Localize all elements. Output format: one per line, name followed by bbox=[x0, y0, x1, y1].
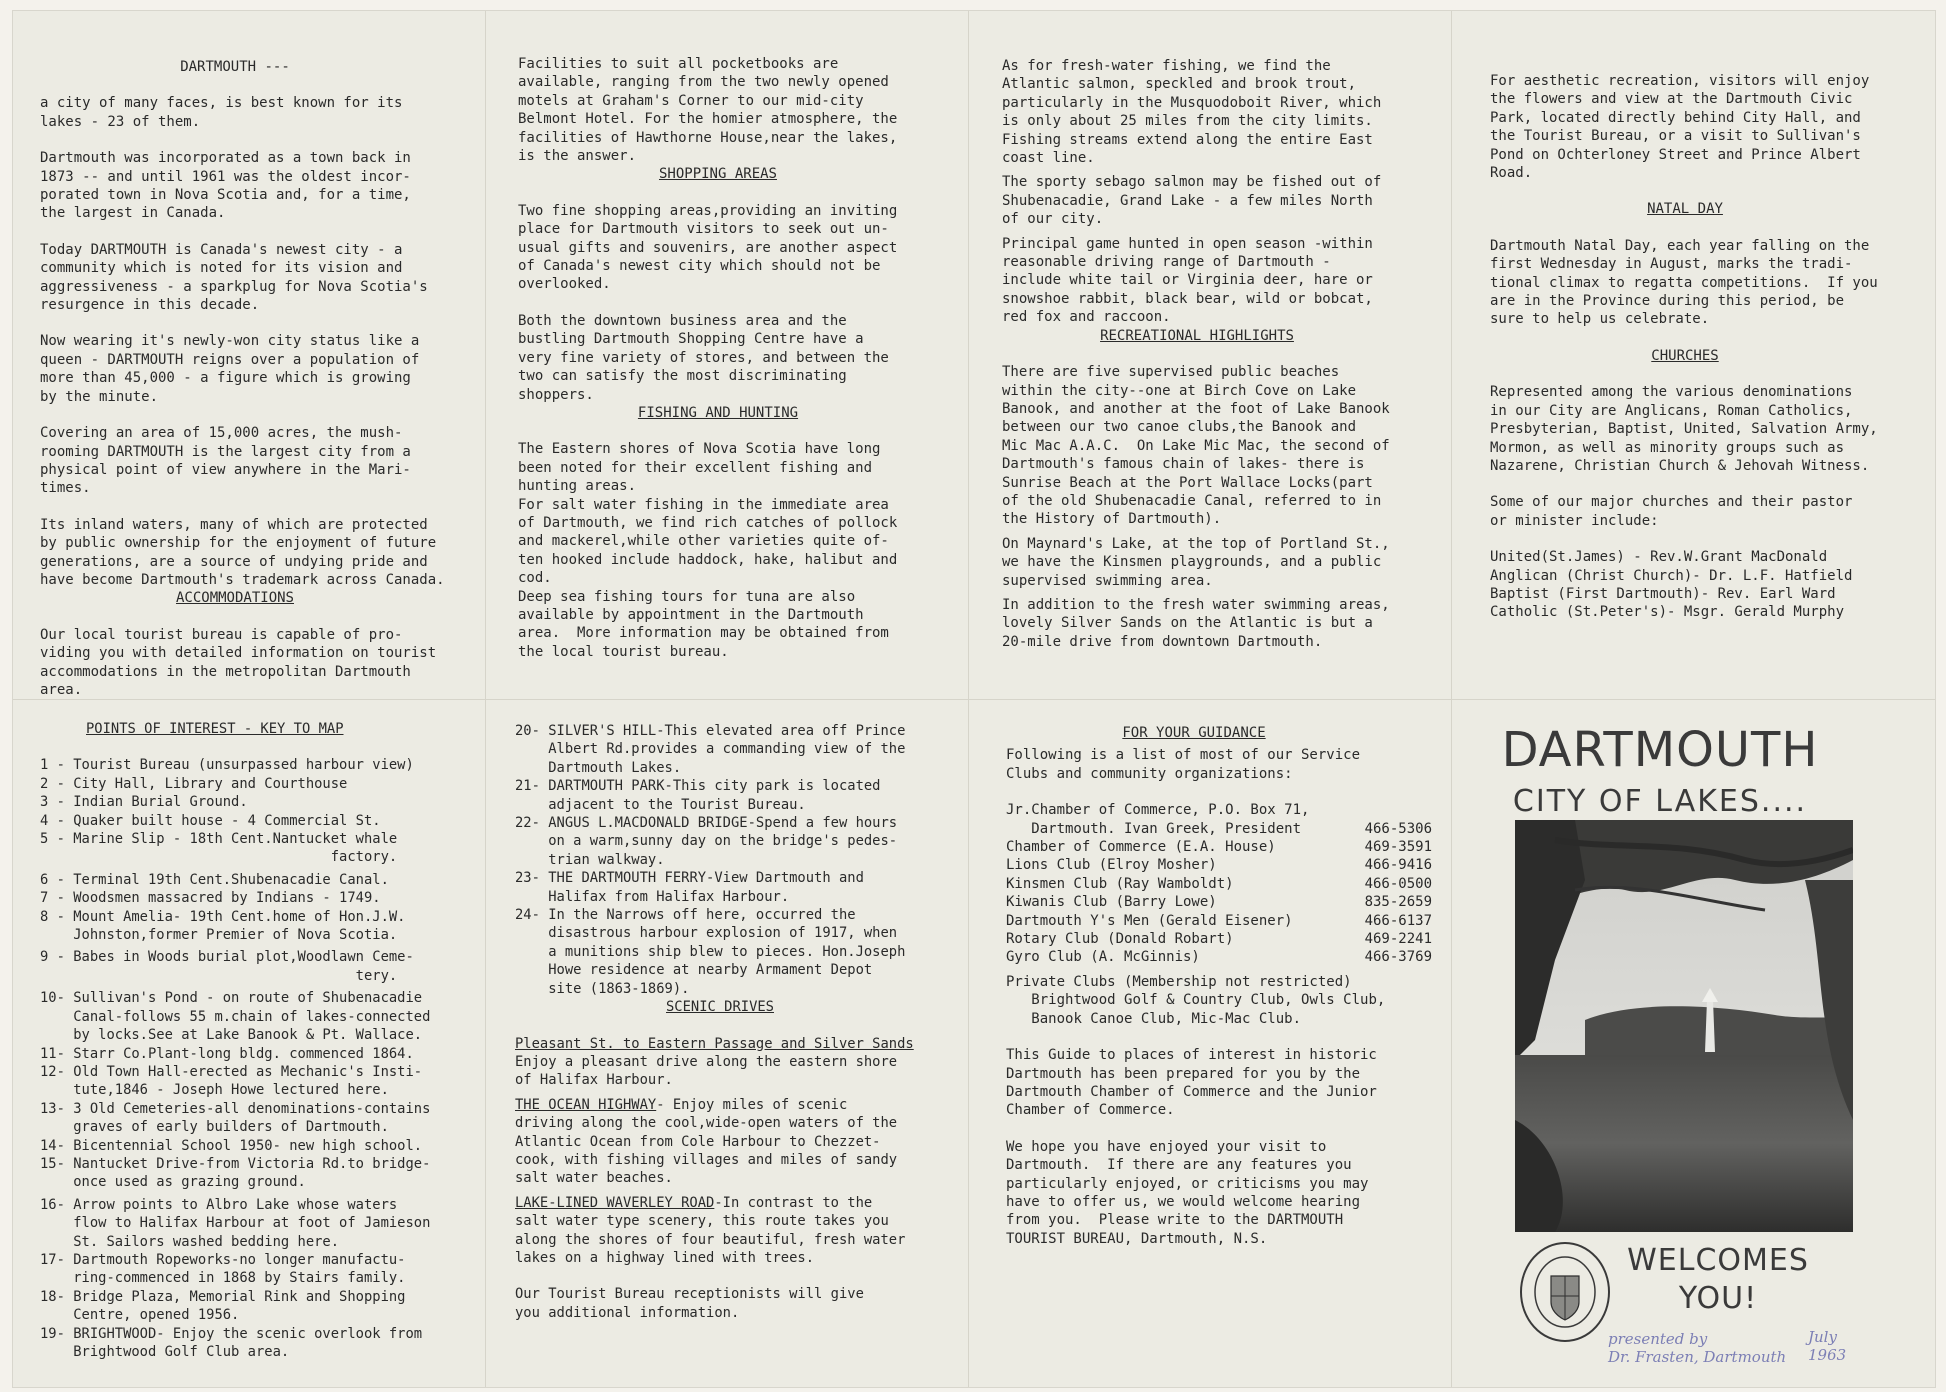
item-number: 2 - bbox=[40, 775, 74, 792]
welcome-message bbox=[1608, 1242, 1828, 1318]
welcome-line: YOU! bbox=[1678, 1281, 1758, 1316]
item-number: 17- bbox=[40, 1251, 74, 1268]
list-item bbox=[40, 1100, 470, 1137]
item-number: 22- bbox=[515, 815, 549, 832]
club-name: Kiwanis Club (Barry Lowe) bbox=[1006, 894, 1217, 911]
item-text: Tourist Bureau (unsurpassed harbour view) bbox=[73, 757, 414, 774]
list-item bbox=[40, 1251, 470, 1288]
panel-scenic-drives bbox=[515, 722, 955, 1322]
list-item bbox=[40, 1063, 470, 1100]
paragraph: Dartmouth was incorporated as a town back in 1873 -- and until 1961 was the oldest incor- porated town in Nova Scotia and, for a time, the largest in Canada. bbox=[40, 150, 411, 222]
list-item bbox=[515, 814, 955, 869]
item-number: 18- bbox=[40, 1288, 74, 1305]
item-text: Bridge Plaza, Memorial Rink and Shopping Centre, opened 1956. bbox=[73, 1288, 406, 1324]
item-text: BRIGHTWOOD- Enjoy the scenic overlook from Brightwood Golf Club area. bbox=[73, 1325, 423, 1360]
item-text: Nantucket Drive-from Victoria Rd.to bridge- once used as grazing ground. bbox=[73, 1155, 431, 1191]
item-text: Mount Amelia- 19th Cent.home of Hon.J.W. Johnston,former Premier of Nova Scotia. bbox=[73, 908, 406, 944]
club-phone: 466-0500 bbox=[1364, 875, 1432, 892]
panel-recreation bbox=[1002, 57, 1432, 651]
list-item bbox=[515, 869, 955, 906]
item-number: 19- bbox=[40, 1325, 74, 1342]
item-number: 8 - bbox=[40, 908, 74, 925]
section-heading: RECREATIONAL HIGHLIGHTS bbox=[1100, 327, 1294, 344]
list-item bbox=[40, 793, 470, 811]
paragraph: We hope you have enjoyed your visit to Dartmouth. If there are any features you particularly enjoyed, or criticisms you may have to offer us, we would welcome hearing from you. Please write to the DARTMOUTH TOURIST BUREAU, Dartmouth, N.S. bbox=[1006, 1138, 1369, 1247]
paragraph: The Eastern shores of Nova Scotia have long been noted for their excellent fishing and hunting areas. bbox=[518, 441, 881, 495]
item-text: DARTMOUTH PARK-This city park is located adjacent to the Tourist Bureau. bbox=[548, 778, 881, 813]
item-text: Sullivan's Pond - on route of Shubenacadie Canal-follows 55 m.chain of lakes-connected by locks.See at Lake Banook & Pt. Wallace. bbox=[73, 990, 431, 1044]
club-name: Gyro Club (A. McGinnis) bbox=[1006, 949, 1200, 966]
paragraph: Its inland waters, many of which are protected by public ownership for the enjoyment of future generations, are a source of undying pride and have become Dartmouth's trademark across Canada. bbox=[40, 516, 445, 588]
handwriting: July 1963 bbox=[1808, 1328, 1847, 1364]
paragraph: Represented among the various denominations in our City are Anglicans, Roman Catholics, Presbyterian, Baptist, United, Salvation Army, Mormon, as well as minority groups such as Nazarene, Christian Church & Jehovah Witness. bbox=[1490, 384, 1878, 474]
points-list bbox=[515, 722, 955, 998]
item-text: Babes in Woods burial plot,Woodlawn Ceme- tery. bbox=[73, 949, 414, 984]
paragraph: On Maynard's Lake, at the top of Portland St., we have the Kinsmen playgrounds, and a public supervised swimming area. bbox=[1002, 535, 1390, 589]
paragraph: Facilities to suit all pocketbooks are available, ranging from the two newly opened motels at Graham's Corner to our mid-city Belmont Hotel. For the homier atmosphere, the facilities of Hawthorne House,near the lakes, is the answer. bbox=[518, 56, 898, 165]
section-heading: FOR YOUR GUIDANCE bbox=[1122, 725, 1266, 741]
item-text: Dartmouth Ropeworks-no longer manufactu- ring-commenced in 1868 by Stairs family. bbox=[73, 1251, 406, 1287]
cover-subtitle: CITY OF LAKES.... bbox=[1512, 784, 1808, 819]
item-text: Woodsmen massacred by Indians - 1749. bbox=[73, 890, 381, 907]
club-name: Jr.Chamber of Commerce, P.O. Box 71, bbox=[1006, 802, 1310, 819]
paragraph: This Guide to places of interest in historic Dartmouth has been prepared for you by the Dartmouth Chamber of Commerce and the Junior Chamber of Commerce. bbox=[1006, 1047, 1377, 1119]
drive-paragraph bbox=[515, 1194, 955, 1268]
panel-shopping-fishing bbox=[518, 55, 948, 661]
list-item bbox=[40, 1196, 470, 1251]
club-name: Chamber of Commerce (E.A. House) bbox=[1006, 839, 1276, 856]
paragraph: Some of our major churches and their pastor or minister include: bbox=[1490, 494, 1853, 529]
section-heading: ACCOMMODATIONS bbox=[175, 590, 294, 607]
paragraph: Principal game hunted in open season -within reasonable driving range of Dartmouth - include white tail or Virginia deer, hare or snowshoe rabbit, black bear, wild or bobcat, red fox and raccoon. bbox=[1002, 235, 1373, 326]
handwriting: presented by bbox=[1608, 1330, 1708, 1348]
paragraph: For salt water fishing in the immediate area of Dartmouth, we find rich catches of pollock and mackerel,while other varieties quite of- ten hooked include haddock, hake, halibut and cod. bbox=[518, 496, 898, 587]
drive-text: -In contrast to the salt water type scenery, this route takes you along the shores of four beautiful, fresh water lakes on a highway lined with trees. bbox=[515, 1194, 906, 1266]
table-row bbox=[1006, 838, 1432, 856]
paragraph: For aesthetic recreation, visitors will enjoy the flowers and view at the Dartmouth Civic Park, located directly behind City Hall, and the Tourist Bureau, or a visit to Sullivan's Pond on Ochterloney Street and Prince Albert Road. bbox=[1490, 73, 1870, 182]
drive-title: LAKE-LINED WAVERLEY ROAD bbox=[515, 1194, 715, 1211]
item-number: 3 - bbox=[40, 794, 74, 811]
list-item bbox=[40, 756, 470, 774]
item-text: Marine Slip - 18th Cent.Nantucket whale factory. bbox=[73, 831, 398, 866]
table-row bbox=[1006, 948, 1432, 966]
item-text: ANGUS L.MACDONALD BRIDGE-Spend a few hours on a warm,sunny day on the bridge's pedes- trian walkway. bbox=[548, 815, 898, 868]
item-number: 20- bbox=[515, 723, 549, 739]
panel-heading: DARTMOUTH --- bbox=[180, 59, 290, 75]
paragraph: In addition to the fresh water swimming areas, lovely Silver Sands on the Atlantic is but a 20-mile drive from downtown Dartmouth. bbox=[1002, 596, 1390, 650]
table-row bbox=[1006, 856, 1432, 874]
item-text: Indian Burial Ground. bbox=[73, 794, 248, 811]
handwriting: Dr. Frasten, Dartmouth bbox=[1608, 1348, 1787, 1366]
item-number: 15- bbox=[40, 1155, 74, 1172]
paragraph: Private Clubs (Membership not restricted) Brightwood Golf & Country Club, Owls Club, Banook Canoe Club, Mic-Mac Club. bbox=[1006, 973, 1386, 1027]
church-list: United(St.James) - Rev.W.Grant MacDonald Anglican (Christ Church)- Dr. L.F. Hatfield Baptist (First Dartmouth)- Rev. Earl Ward Catholic (St.Peter's)- Msgr. Gerald Murphy bbox=[1490, 549, 1853, 621]
item-text: 3 Old Cemeteries-all denominations-contains graves of early builders of Dartmouth. bbox=[73, 1100, 431, 1136]
list-item bbox=[515, 777, 955, 814]
section-heading: FISHING AND HUNTING bbox=[637, 404, 799, 421]
club-name: Rotary Club (Donald Robart) bbox=[1006, 931, 1234, 948]
panel-natal-churches bbox=[1490, 72, 1920, 622]
item-text: SILVER'S HILL-This elevated area off Prince Albert Rd.provides a commanding view of the Dartmouth Lakes. bbox=[548, 723, 906, 776]
item-number: 5 - bbox=[40, 831, 74, 848]
item-text: In the Narrows off here, occurred the disastrous harbour explosion of 1917, when a munitions ship blew to pieces. Hon.Joseph Howe residence at nearby Armament Depot site (1863-1869). bbox=[548, 907, 906, 997]
clubs-table bbox=[1006, 801, 1432, 967]
paragraph: The sporty sebago salmon may be fished out of Shubenacadie, Grand Lake - a few miles North of our city. bbox=[1002, 174, 1382, 228]
paragraph: Our local tourist bureau is capable of pro- viding you with detailed information on tourist accommodations in the metropolitan Dartmouth area. bbox=[40, 626, 437, 698]
table-row bbox=[1006, 801, 1432, 819]
club-phone: 466-6137 bbox=[1364, 912, 1432, 929]
list-item bbox=[40, 1288, 470, 1325]
club-phone: 835-2659 bbox=[1364, 894, 1432, 911]
drive-paragraph bbox=[515, 1096, 955, 1188]
list-item bbox=[40, 908, 470, 945]
table-row bbox=[1006, 930, 1432, 948]
item-text: Terminal 19th Cent.Shubenacadie Canal. bbox=[73, 871, 389, 888]
item-text: Starr Co.Plant-long bldg. commenced 1864. bbox=[73, 1045, 414, 1062]
list-item bbox=[515, 722, 955, 777]
paragraph: Deep sea fishing tours for tuna are also available by appointment in the Dartmouth area. More information may be obtained from the local tourist bureau. bbox=[518, 588, 889, 660]
item-number: 13- bbox=[40, 1100, 74, 1117]
paragraph: Today DARTMOUTH is Canada's newest city - a community which is noted for its vision and aggressiveness - a sparkplug for Nova Scotia's resurgence in this decade. bbox=[40, 241, 428, 314]
drive-title: Pleasant St. to Eastern Passage and Silver Sands bbox=[515, 1035, 914, 1052]
item-number: 21- bbox=[515, 778, 549, 795]
item-text: Arrow points to Albro Lake whose waters flow to Halifax Harbour at foot of Jamieson St. Sailors washed bedding here. bbox=[73, 1196, 431, 1250]
paragraph: Following is a list of most of our Service Clubs and community organizations: bbox=[1006, 747, 1361, 782]
item-text: City Hall, Library and Courthouse bbox=[73, 775, 348, 792]
list-item bbox=[515, 906, 955, 998]
photo-water bbox=[1515, 1055, 1853, 1232]
paragraph: Enjoy a pleasant drive along the eastern shore of Halifax Harbour. bbox=[515, 1053, 898, 1089]
intro-lead: a city of many faces, is best known for its lakes - 23 of them. bbox=[40, 95, 403, 130]
section-heading: POINTS OF INTEREST - KEY TO MAP bbox=[86, 721, 344, 737]
paragraph: Both the downtown business area and the bustling Dartmouth Shopping Centre have a very fine variety of stores, and between the two can satisfy the most discriminating shoppers. bbox=[518, 312, 889, 403]
list-item bbox=[40, 1137, 470, 1155]
item-number: 6 - bbox=[40, 871, 74, 888]
club-phone: 466-5306 bbox=[1364, 820, 1432, 837]
handwritten-note bbox=[1608, 1330, 1868, 1370]
item-number: 23- bbox=[515, 870, 549, 887]
list-item bbox=[40, 948, 470, 985]
club-name: Kinsmen Club (Ray Wamboldt) bbox=[1006, 875, 1234, 892]
panel-guidance bbox=[1006, 724, 1432, 1248]
list-item bbox=[40, 830, 470, 867]
item-number: 7 - bbox=[40, 890, 74, 907]
drive-title: THE OCEAN HIGHWAY bbox=[515, 1096, 657, 1113]
paragraph: Covering an area of 15,000 acres, the mush- rooming DARTMOUTH is the largest city from a physical point of view anywhere in the Mari- times. bbox=[40, 425, 411, 497]
points-list bbox=[40, 756, 470, 1361]
club-phone: 469-2241 bbox=[1364, 931, 1432, 948]
table-row bbox=[1006, 912, 1432, 930]
section-heading: SHOPPING AREAS bbox=[658, 166, 777, 183]
item-number: 10- bbox=[40, 990, 74, 1007]
item-text: Quaker built house - 4 Commercial St. bbox=[73, 812, 381, 829]
club-phone: 469-3591 bbox=[1364, 839, 1432, 856]
club-name: Lions Club (Elroy Mosher) bbox=[1006, 857, 1217, 874]
table-row bbox=[1006, 820, 1432, 838]
item-number: 12- bbox=[40, 1063, 74, 1080]
club-phone: 466-9416 bbox=[1364, 857, 1432, 874]
item-text: Bicentennial School 1950- new high school. bbox=[73, 1137, 423, 1154]
list-item bbox=[40, 989, 470, 1044]
paragraph: Dartmouth Natal Day, each year falling on the first Wednesday in August, marks the tradi- tional climax to regatta competitions. If you are in the Province during this period, be sure to help us celebrate. bbox=[1490, 237, 1878, 328]
item-number: 14- bbox=[40, 1137, 74, 1154]
item-number: 9 - bbox=[40, 949, 74, 966]
paragraph: Two fine shopping areas,providing an inviting place for Dartmouth visitors to seek out un- usual gifts and souvenirs, are another aspect of Canada's newest city which should not be overlooked. bbox=[518, 202, 898, 293]
club-name: Dartmouth Y's Men (Gerald Eisener) bbox=[1006, 912, 1293, 929]
paragraph: Our Tourist Bureau receptionists will give you additional information. bbox=[515, 1286, 864, 1321]
item-text: THE DARTMOUTH FERRY-View Dartmouth and Halifax from Halifax Harbour. bbox=[548, 870, 864, 905]
section-heading: SCENIC DRIVES bbox=[666, 999, 774, 1016]
list-item bbox=[40, 871, 470, 889]
list-item bbox=[40, 775, 470, 793]
paragraph: Now wearing it's newly-won city status like a queen - DARTMOUTH reigns over a population of more than 45,000 - a figure which is growing by the minute. bbox=[40, 333, 420, 405]
table-row bbox=[1006, 875, 1432, 893]
lake-photo bbox=[1515, 820, 1853, 1232]
panel-intro bbox=[40, 58, 470, 699]
section-heading: NATAL DAY bbox=[1647, 201, 1723, 218]
item-number: 16- bbox=[40, 1196, 74, 1213]
cover-title: DARTMOUTH bbox=[1501, 722, 1819, 778]
list-item bbox=[40, 1045, 470, 1063]
club-name: Dartmouth. Ivan Greek, President bbox=[1006, 820, 1302, 837]
list-item bbox=[40, 1155, 470, 1192]
club-phone: 466-3769 bbox=[1364, 949, 1432, 966]
item-text: Old Town Hall-erected as Mechanic's Insti- tute,1846 - Joseph Howe lectured here. bbox=[73, 1063, 423, 1099]
list-item bbox=[40, 812, 470, 830]
section-heading: CHURCHES bbox=[1651, 347, 1719, 364]
panel-points-of-interest bbox=[40, 720, 470, 1361]
welcome-line: WELCOMES bbox=[1627, 1243, 1809, 1278]
city-seal-icon bbox=[1518, 1240, 1612, 1344]
club-phone bbox=[1342, 801, 1432, 819]
paragraph: There are five supervised public beaches within the city--one at Birch Cove on Lake Banook, and another at the foot of Lake Banook between our two canoe clubs,the Banook and Mic Mac A.A.C. On Lake Mic Mac, the second of Dartmouth's famous chain of lakes- there is Sunrise Beach at the Port Wallace Locks(part of the old Shubenacadie Canal, referred to in the History of Dartmouth). bbox=[1002, 364, 1390, 528]
item-number: 4 - bbox=[40, 812, 74, 829]
cover-panel bbox=[1440, 702, 1880, 1366]
item-number: 1 - bbox=[40, 757, 74, 774]
item-number: 11- bbox=[40, 1045, 74, 1062]
item-number: 24- bbox=[515, 907, 549, 924]
table-row bbox=[1006, 893, 1432, 911]
drive-text: - Enjoy miles of scenic driving along the cool,wide-open waters of the Atlantic Ocean from Cole Harbour to Chezzet- cook, with fishing villages and miles of sandy salt water beaches. bbox=[515, 1096, 898, 1187]
list-item bbox=[40, 1325, 470, 1362]
list-item bbox=[40, 889, 470, 907]
paragraph: As for fresh-water fishing, we find the Atlantic salmon, speckled and brook trout, particularly in the Musquodoboit River, which is only about 25 miles from the city limits. Fishing streams extend along the entire East coast line. bbox=[1002, 58, 1382, 167]
